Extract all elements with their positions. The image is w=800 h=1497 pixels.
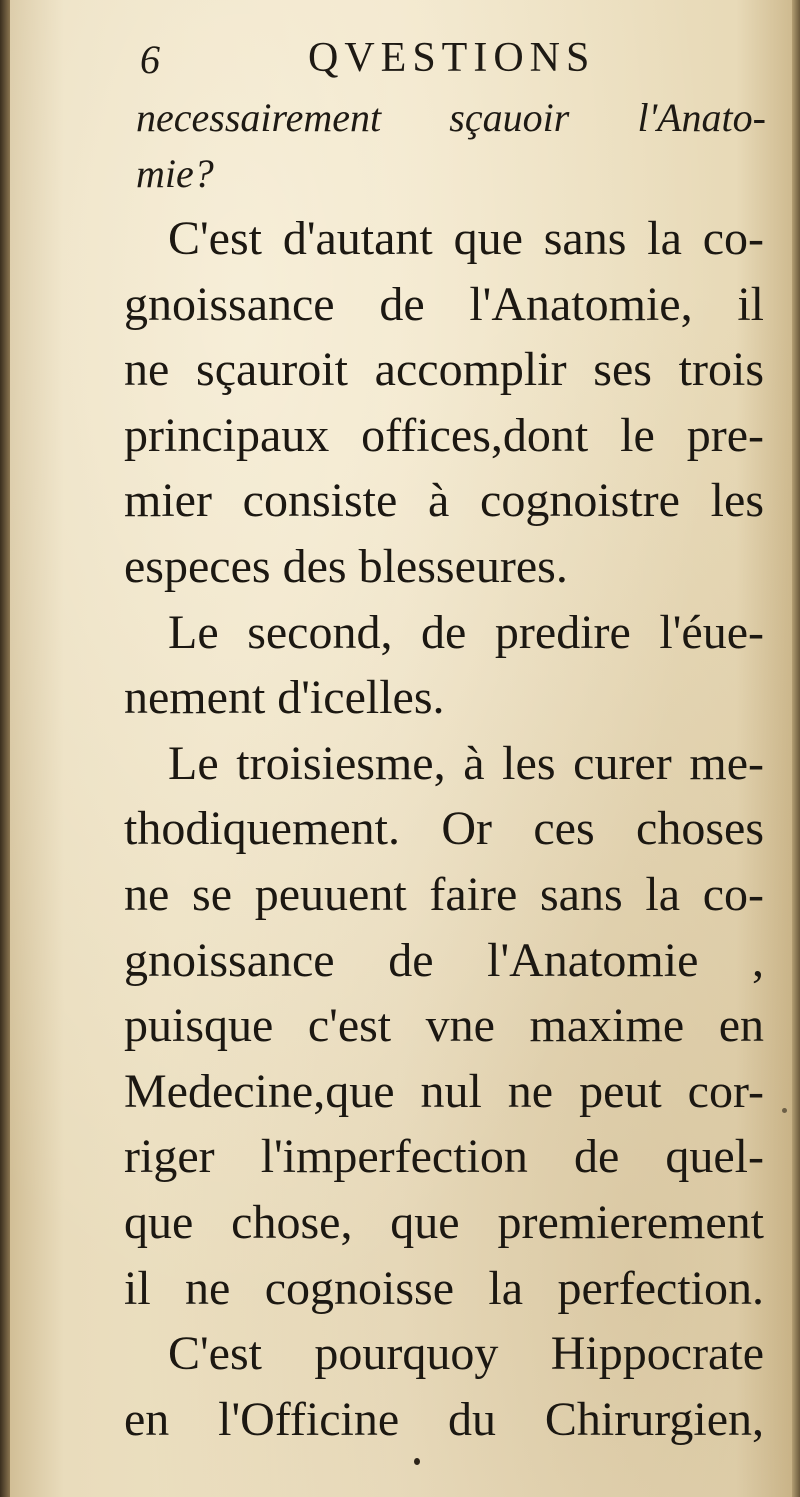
- running-title: QVESTIONS: [308, 35, 596, 81]
- text-line: il ne cognoisse la perfection.: [124, 1261, 764, 1315]
- text-line: ne sçauroit accomplir ses trois: [124, 343, 764, 397]
- body-text: [124, 206, 764, 1452]
- page-number: 6: [140, 37, 160, 82]
- text-line: ne se peuuent faire sans la co-: [124, 867, 764, 921]
- question-line: mie?: [136, 151, 214, 196]
- ink-speck: [782, 1108, 787, 1113]
- text-line: gnoissance de l'Anatomie, il: [124, 277, 764, 331]
- question-line: necessairement sçauoir l'Anato-: [136, 95, 766, 140]
- text-line: puisque c'est vne maxime en: [124, 999, 764, 1053]
- text-line: mier consiste à cognoistre les: [124, 474, 764, 528]
- text-line: nement d'icelles.: [124, 671, 445, 725]
- text-line: thodiquement. Or ces choses: [124, 802, 764, 856]
- text-line: especes des blesseures.: [124, 539, 568, 593]
- text-line: principaux offices,dont le pre-: [124, 408, 764, 462]
- text-line: C'est pourquoy Hippocrate: [168, 1327, 764, 1381]
- binding-shadow: [0, 0, 10, 1497]
- question-text: [136, 90, 766, 202]
- text-line: riger l'imperfection de quel-: [124, 1130, 764, 1184]
- text-line: que chose, que premierement: [124, 1195, 764, 1249]
- text-line: en l'Officine du Chirurgien,: [124, 1392, 764, 1446]
- text-line: C'est d'autant que sans la co-: [168, 212, 764, 265]
- text-line: gnoissance de l'Anatomie ,: [124, 933, 764, 987]
- text-line: Le troisiesme, à les curer me-: [168, 736, 764, 790]
- page-header: [140, 28, 760, 88]
- page-edge: [792, 0, 800, 1497]
- ink-speck: [414, 1458, 420, 1465]
- text-line: Medecine,que nul ne peut cor-: [124, 1064, 764, 1118]
- text-line: Le second, de predire l'éue-: [168, 605, 764, 659]
